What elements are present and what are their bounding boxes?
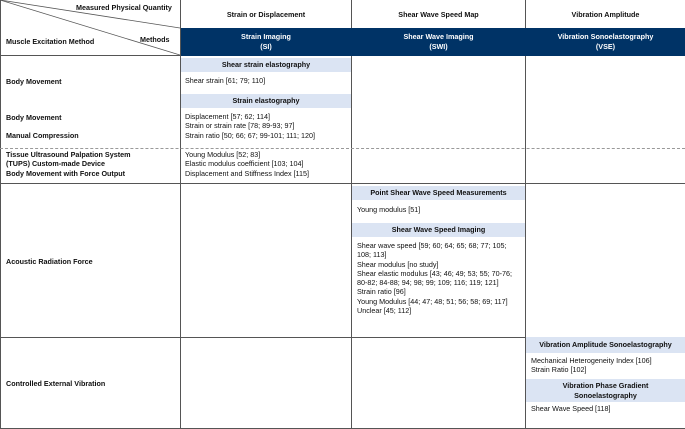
row-label-tups — [6, 150, 130, 178]
list-item: Shear elastic modulus [43; 46; 49; 53; 55; 70-76; 80-82; 84-88; 94; 98; 99; 109; 116; 119; 121] — [357, 268, 513, 288]
method-header-vse — [526, 28, 685, 56]
method-name: Shear Wave Imaging — [403, 32, 474, 41]
quantity-header: Strain or Displacement — [226, 9, 306, 19]
divider — [0, 148, 685, 149]
quantity-header: Vibration Amplitude — [571, 9, 640, 19]
row-label: Body Movement — [6, 113, 62, 122]
row-label: Controlled External Vibration — [6, 379, 106, 388]
list-item: Young Modulus [44; 47; 48; 51; 56; 58; 69; 117] — [357, 296, 508, 306]
list-item: Mechanical Heterogeneity Index [106] — [531, 356, 652, 365]
border — [0, 0, 1, 429]
item-list — [185, 150, 309, 178]
subsection-title: Vibration Phase Gradient Sonoelastography — [526, 379, 685, 402]
divider — [525, 0, 526, 429]
corner-methods-label: Methods — [140, 35, 170, 44]
list-item: Elastic modulus coefficient [103; 104] — [185, 159, 304, 169]
list-item: Young modulus [51] — [357, 205, 421, 214]
row-label: Manual Compression — [6, 131, 79, 140]
item-list — [185, 112, 315, 140]
list-item: Displacement [57; 62; 114] — [185, 112, 270, 121]
method-abbr: (SI) — [260, 42, 272, 51]
method-abbr: (SWI) — [429, 42, 448, 51]
item-list — [531, 356, 652, 375]
item-list — [185, 76, 265, 85]
row-label-line: (TUPS) Custom-made Device — [6, 159, 106, 169]
quantity-header: Shear Wave Speed Map — [398, 9, 479, 19]
subsection-title: Vibration Amplitude Sonoelastography — [526, 337, 685, 353]
list-item: Strain Ratio [102] — [531, 365, 587, 375]
divider — [0, 183, 685, 184]
row-label: Body Movement — [6, 77, 62, 86]
list-item: Shear modulus [no study] — [357, 259, 439, 269]
corner-excitation-label: Muscle Excitation Method — [6, 37, 95, 46]
method-abbr: (VSE) — [595, 42, 616, 51]
subsection-title: Shear strain elastography — [181, 58, 351, 72]
list-item: Strain ratio [50; 66; 67; 99-101; 111; 120] — [185, 130, 315, 140]
list-item: Displacement and Stiffness Index [115] — [185, 168, 309, 178]
list-item: Strain ratio [96] — [357, 287, 406, 297]
subsection-title: Shear Wave Speed Imaging — [352, 223, 525, 237]
list-item: Shear strain [61; 79; 110] — [185, 76, 266, 85]
item-list — [357, 205, 420, 214]
list-item: Shear wave speed [59; 60; 64; 65; 68; 77; 105; 108; 113] — [357, 241, 507, 260]
method-header-swi — [351, 28, 526, 56]
row-label-line: Body Movement with Force Output — [6, 168, 125, 178]
item-list — [531, 404, 611, 413]
method-header-si — [181, 28, 351, 56]
divider — [351, 0, 352, 429]
method-name: Strain Imaging — [241, 32, 291, 41]
list-item: Strain or strain rate [78; 89-93; 97] — [185, 121, 295, 131]
subsection-title: Strain elastography — [181, 94, 351, 108]
list-item: Unclear [45; 112] — [357, 306, 412, 316]
subsection-title: Point Shear Wave Speed Measurements — [352, 186, 525, 200]
row-label-line: Tissue Ultrasound Palpation System — [6, 150, 131, 159]
list-item: Shear Wave Speed [118] — [531, 404, 611, 413]
list-item: Young Modulus [52; 83] — [185, 150, 261, 159]
row-label: Acoustic Radiation Force — [6, 257, 93, 266]
item-list — [357, 241, 522, 315]
corner-quantity-label: Measured Physical Quantity — [76, 3, 172, 12]
method-name: Vibration Sonoelastography — [557, 32, 654, 41]
